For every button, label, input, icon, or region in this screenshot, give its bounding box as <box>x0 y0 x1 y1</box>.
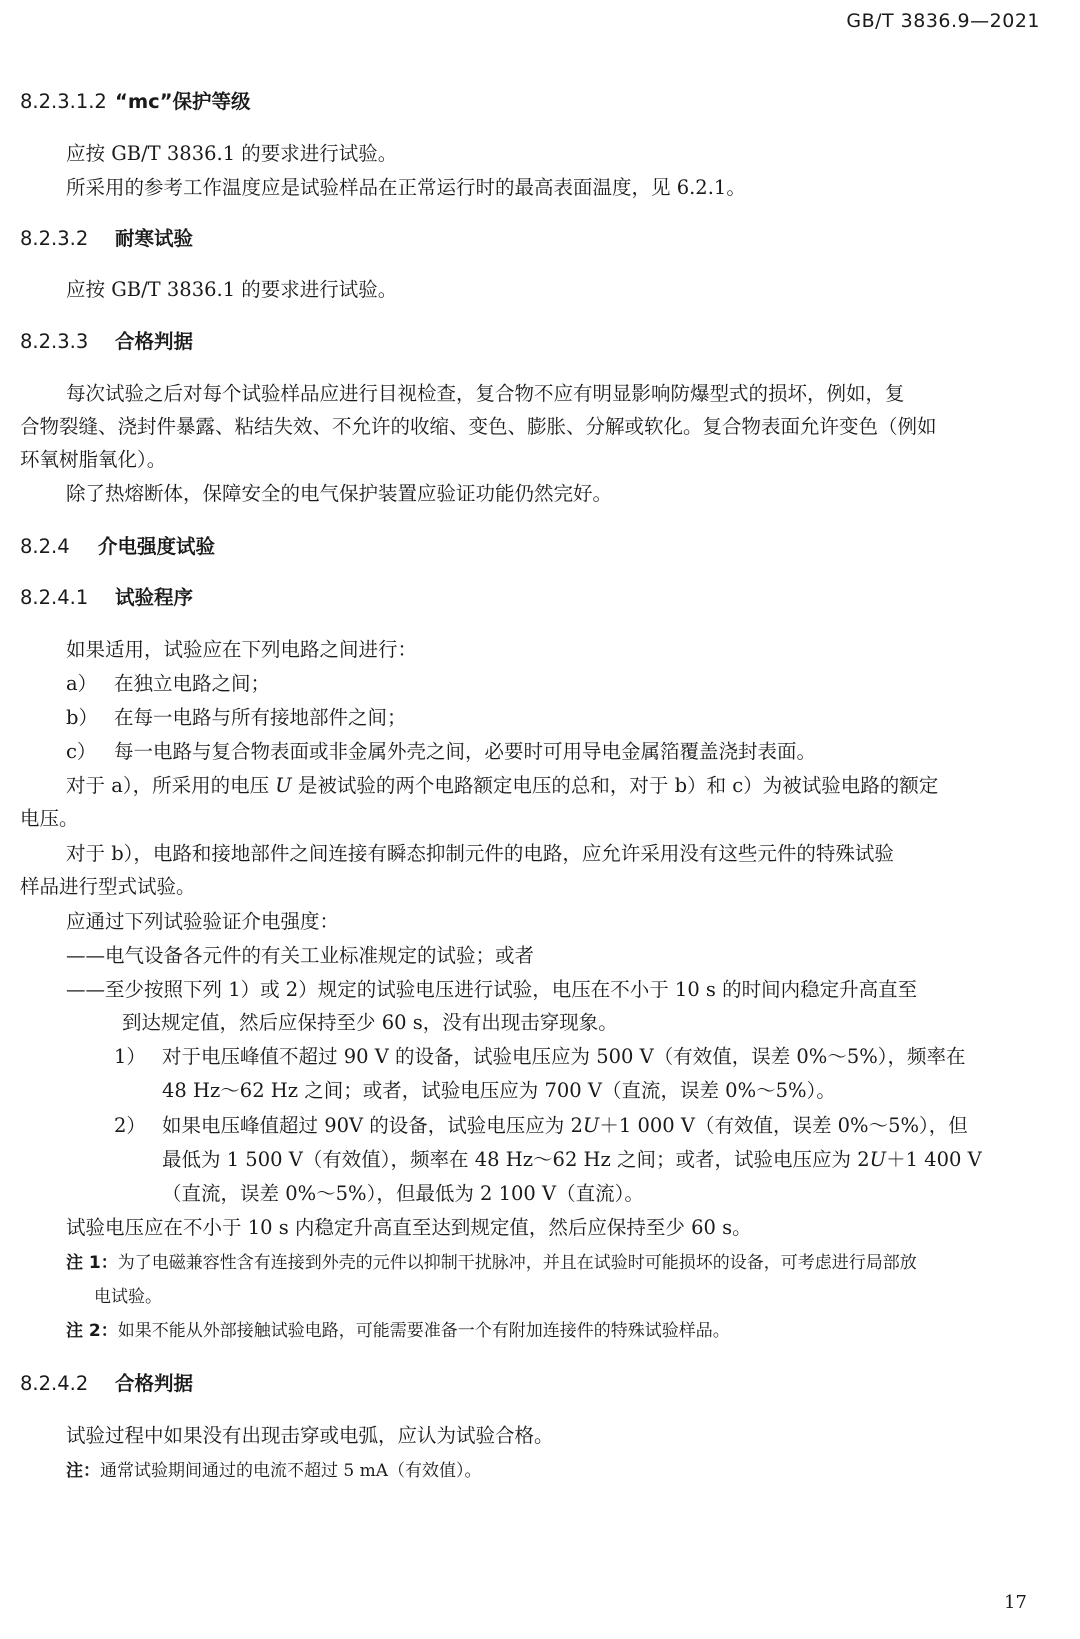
sub-item-mark: 1） <box>114 1045 146 1068</box>
section-number: 8.2.3.2 <box>20 227 89 250</box>
sub-item <box>114 1043 966 1071</box>
text-run: 是被试验的两个电路额定电压的总和，对于 b）和 c）为被试验电路的额定 <box>291 774 939 797</box>
section-title: 耐寒试验 <box>115 227 194 250</box>
list-item <box>66 670 270 698</box>
section-title: 介电强度试验 <box>98 535 216 558</box>
variable-u: U <box>275 774 292 797</box>
standard-id-header: GB/T 3836.9—2021 <box>846 10 1040 32</box>
note-text: 为了电磁兼容性含有连接到外壳的元件以抑制干扰脉冲，并且在试验时可能损坏的设备，可考虑进行局部放 <box>117 1253 917 1273</box>
note-label: 注 1： <box>66 1253 118 1273</box>
sub-item <box>114 1112 968 1140</box>
paragraph-line: 样品进行型式试验。 <box>20 875 196 898</box>
section-heading <box>20 225 193 253</box>
sub-item-continuation: （直流，误差 0%～5%），但最低为 2 100 V（直流）。 <box>162 1182 644 1205</box>
section-number: 8.2.3.3 <box>20 330 89 353</box>
section-heading <box>20 88 251 116</box>
paragraph: 试验电压应在不小于 10 s 内稳定升高直至达到规定值，然后应保持至少 60 s。 <box>66 1216 752 1239</box>
sub-item-mark: 2） <box>114 1114 146 1137</box>
section-heading <box>20 533 215 561</box>
section-number: 8.2.4.1 <box>20 586 89 609</box>
list-item-text: 在独立电路之间； <box>114 672 271 695</box>
variable-u: U <box>869 1148 887 1171</box>
section-number: 8.2.3.1.2 <box>20 90 107 113</box>
section-title: 试验程序 <box>115 586 194 609</box>
paragraph: 应通过下列试验验证介电强度： <box>66 910 340 933</box>
list-item-text: 在每一电路与所有接地部件之间； <box>114 706 407 729</box>
text-run: ＋1 400 V <box>886 1148 982 1171</box>
section-heading <box>20 328 193 356</box>
list-item <box>66 738 816 766</box>
section-title: “mc”保护等级 <box>115 90 251 113</box>
list-item-mark: c） <box>66 740 97 763</box>
note <box>66 1458 482 1484</box>
section-number: 8.2.4 <box>20 535 70 558</box>
sub-item-text: 对于电压峰值不超过 90 V 的设备，试验电压应为 500 V（有效值，误差 0%～5%），频率在 <box>162 1045 966 1068</box>
sub-item-continuation: 48 Hz～62 Hz 之间；或者，试验电压应为 700 V（直流，误差 0%～5%）。 <box>162 1079 836 1102</box>
list-item-text: 每一电路与复合物表面或非金属外壳之间，必要时可用导电金属箔覆盖浇封表面。 <box>114 740 817 763</box>
paragraph: 应按 GB/T 3836.1 的要求进行试验。 <box>66 278 398 301</box>
paragraph-line <box>66 772 938 800</box>
paragraph: 试验过程中如果没有出现击穿或电弧，应认为试验合格。 <box>66 1424 554 1447</box>
section-title: 合格判据 <box>115 1372 194 1395</box>
text-run: ＋1 000 V（有效值，误差 0%～5%），但 <box>599 1114 968 1137</box>
paragraph-line: 每次试验之后对每个试验样品应进行目视检查，复合物不应有明显影响防爆型式的损坏，例如，复 <box>66 382 905 405</box>
paragraph-line: 电压。 <box>20 807 79 830</box>
note <box>66 1318 730 1344</box>
note <box>66 1250 917 1276</box>
note-text: 通常试验期间通过的电流不超过 5 mA（有效值）。 <box>100 1461 482 1481</box>
page-number: 17 <box>1004 1592 1027 1613</box>
dash-item: ——至少按照下列 1）或 2）规定的试验电压进行试验，电压在不小于 10 s 的时间内稳定升高直至 <box>66 978 918 1001</box>
paragraph: 如果适用，试验应在下列电路之间进行： <box>66 638 418 661</box>
list-item-mark: a） <box>66 672 98 695</box>
paragraph-line: 对于 b），电路和接地部件之间连接有瞬态抑制元件的电路，应允许采用没有这些元件的特殊试验 <box>66 842 894 865</box>
sub-item-continuation <box>162 1146 982 1174</box>
dash-item-continuation: 到达规定值，然后应保持至少 60 s，没有出现击穿现象。 <box>122 1011 618 1034</box>
note-text: 如果不能从外部接触试验电路，可能需要准备一个有附加连接件的特殊试验样品。 <box>117 1321 730 1341</box>
section-number: 8.2.4.2 <box>20 1372 89 1395</box>
paragraph: 应按 GB/T 3836.1 的要求进行试验。 <box>66 142 398 165</box>
paragraph-line: 环氧树脂氧化）。 <box>20 448 167 471</box>
list-item <box>66 704 407 732</box>
paragraph: 除了热熔断体，保障安全的电气保护装置应验证功能仍然完好。 <box>66 482 613 505</box>
section-title: 合格判据 <box>115 330 194 353</box>
variable-u: U <box>582 1114 600 1137</box>
note-continuation: 电试验。 <box>94 1287 162 1307</box>
list-item-mark: b） <box>66 706 98 729</box>
dash-item: ——电气设备各元件的有关工业标准规定的试验；或者 <box>66 944 535 967</box>
text-run: 最低为 1 500 V（有效值），频率在 48 Hz～62 Hz 之间；或者，试验电压应为 2 <box>162 1148 870 1171</box>
text-run: 对于 a），所采用的电压 <box>66 774 276 797</box>
section-heading <box>20 1370 193 1398</box>
paragraph: 所采用的参考工作温度应是试验样品在正常运行时的最高表面温度，见 6.2.1。 <box>66 176 746 199</box>
note-label: 注 2： <box>66 1321 118 1341</box>
section-heading <box>20 584 193 612</box>
text-run: 如果电压峰值超过 90V 的设备，试验电压应为 2 <box>162 1114 583 1137</box>
paragraph-line: 合物裂缝、浇封件暴露、粘结失效、不允许的收缩、变色、膨胀、分解或软化。复合物表面允许变色（例如 <box>20 415 937 438</box>
note-label: 注： <box>66 1461 100 1481</box>
